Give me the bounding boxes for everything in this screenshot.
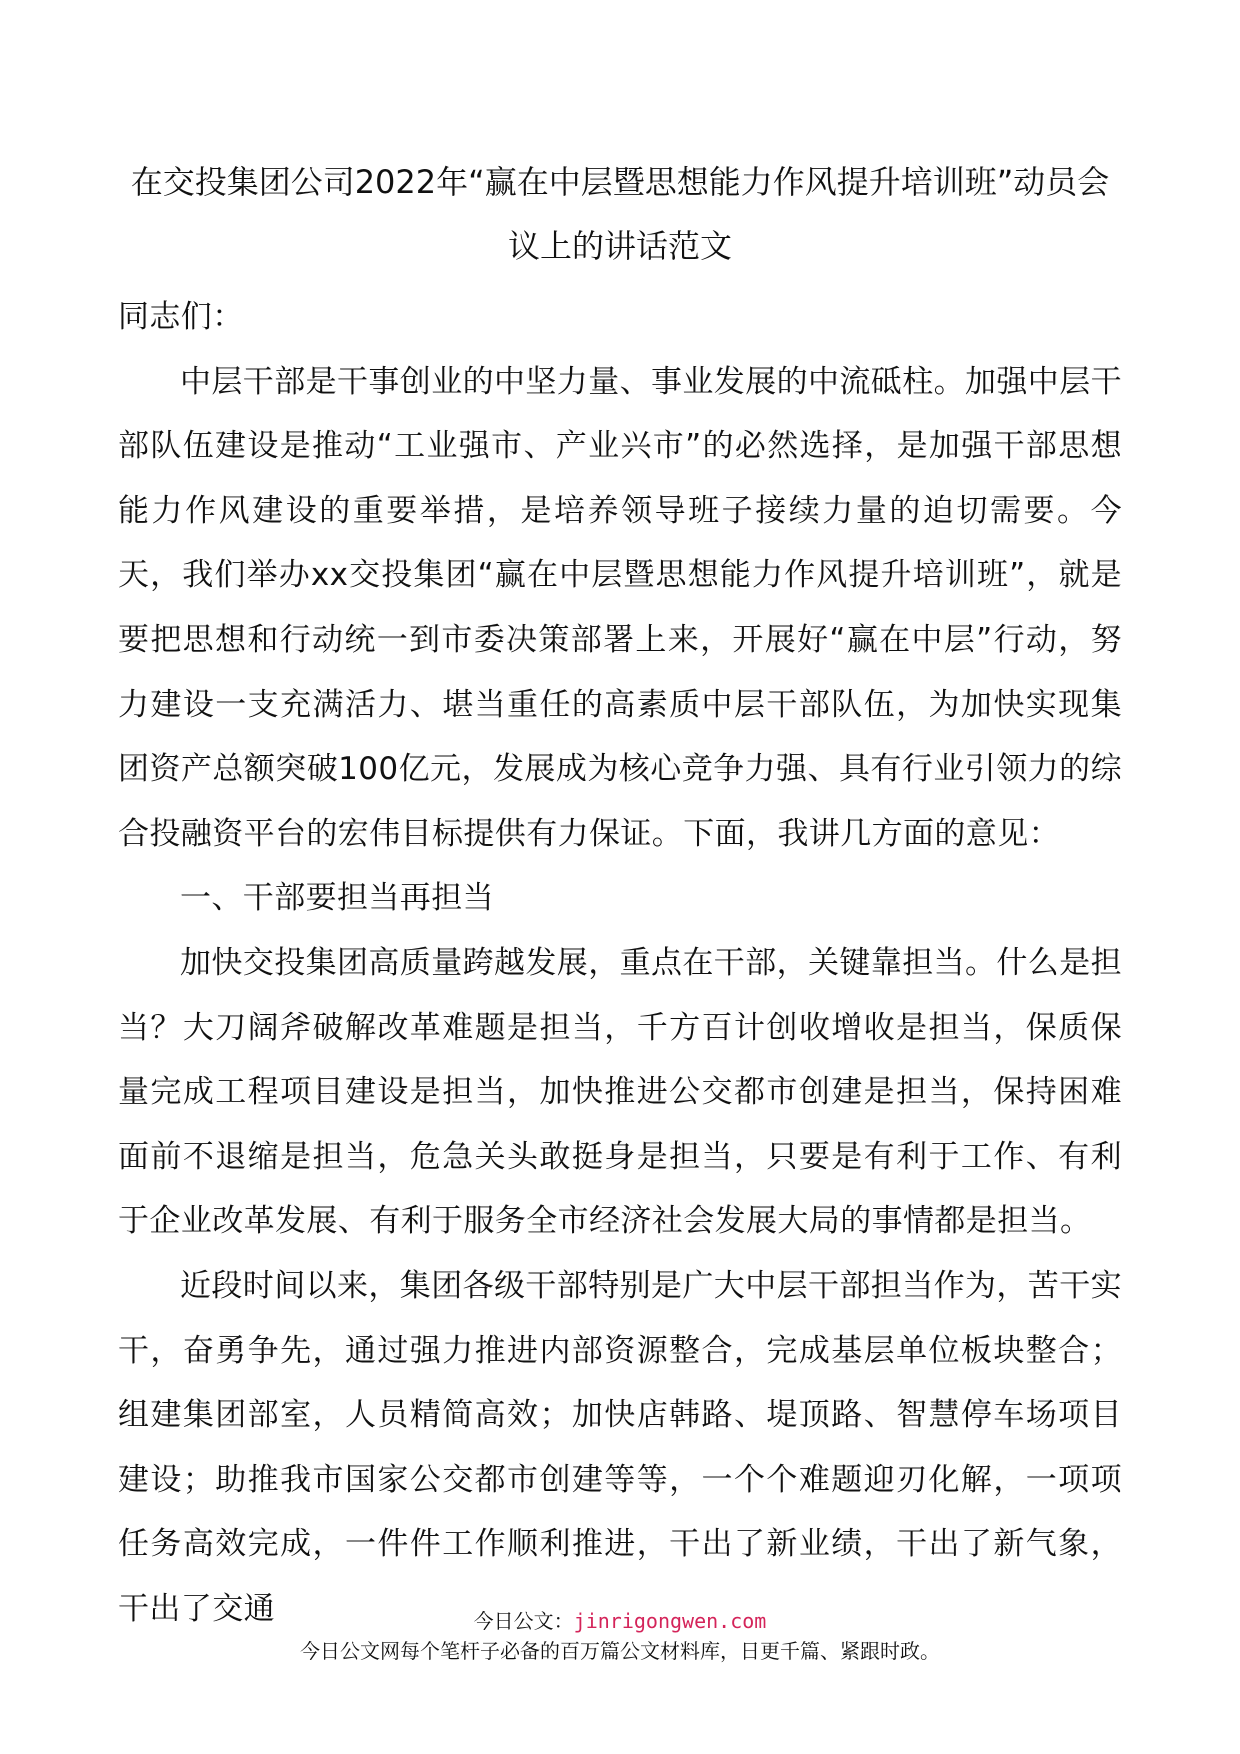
paragraph-responsibility: 加快交投集团高质量跨越发展，重点在干部，关键靠担当。什么是担当？大刀阔斧破解改革难题是担当，千方百计创收增收是担当，保质保量完成工程项目建设是担当，加快推进公交都市创建是担当，保持困难面前不退缩是担当，危急关头敢挺身是担当，只要是有利于工作、有利于企业改革发展、有利于服务全市经济社会发展大局的事情都是担当。 — [118, 944, 1122, 1240]
footer-site-label: 今日公文： — [473, 1609, 574, 1633]
footer-site-link[interactable]: jinrigongwen.com — [573, 1609, 767, 1633]
footer-slogan: 今日公文网每个笔杆子必备的百万篇公文材料库，日更千篇、紧跟时政。 — [300, 1639, 940, 1663]
section-heading: 一、干部要担当再担当 — [180, 880, 494, 917]
salutation: 同志们： — [118, 299, 244, 335]
document-body — [118, 285, 1122, 1641]
footer-site-line — [0, 1606, 1240, 1636]
document-title: 在交投集团公司2022年“赢在中层暨思想能力作风提升培训班”动员会议上的讲话范文 — [130, 163, 1110, 265]
page-footer — [0, 1606, 1240, 1666]
paragraph-intro: 中层干部是干事创业的中坚力量、事业发展的中流砥柱。加强中层干部队伍建设是推动“工业强市、产业兴市”的必然选择，是加强干部思想能力作风建设的重要举措，是培养领导班子接续力量的迫切需要。今天，我们举办xx交投集团“赢在中层暨思想能力作风提升培训班”，就是要把思想和行动统一到市委决策部署上来，开展好“赢在中层”行动，努力建设一支充满活力、堪当重任的高素质中层干部队伍，为加快实现集团资产总额突破100亿元，发展成为核心竞争力强、具有行业引领力的综合投融资平台的宏伟目标提供有力保证。下面，我讲几方面的意见： — [118, 363, 1122, 852]
paragraph-achievements: 近段时间以来，集团各级干部特别是广大中层干部担当作为，苦干实干，奋勇争先，通过强力推进内部资源整合，完成基层单位板块整合；组建集团部室，人员精简高效；加快店韩路、堤顶路、智慧停车场项目建设；助推我市国家公交都市创建等等，一个个难题迎刃化解，一项项任务高效完成，一件件工作顺利推进，干出了新业绩，干出了新气象，干出了交通 — [118, 1267, 1122, 1627]
